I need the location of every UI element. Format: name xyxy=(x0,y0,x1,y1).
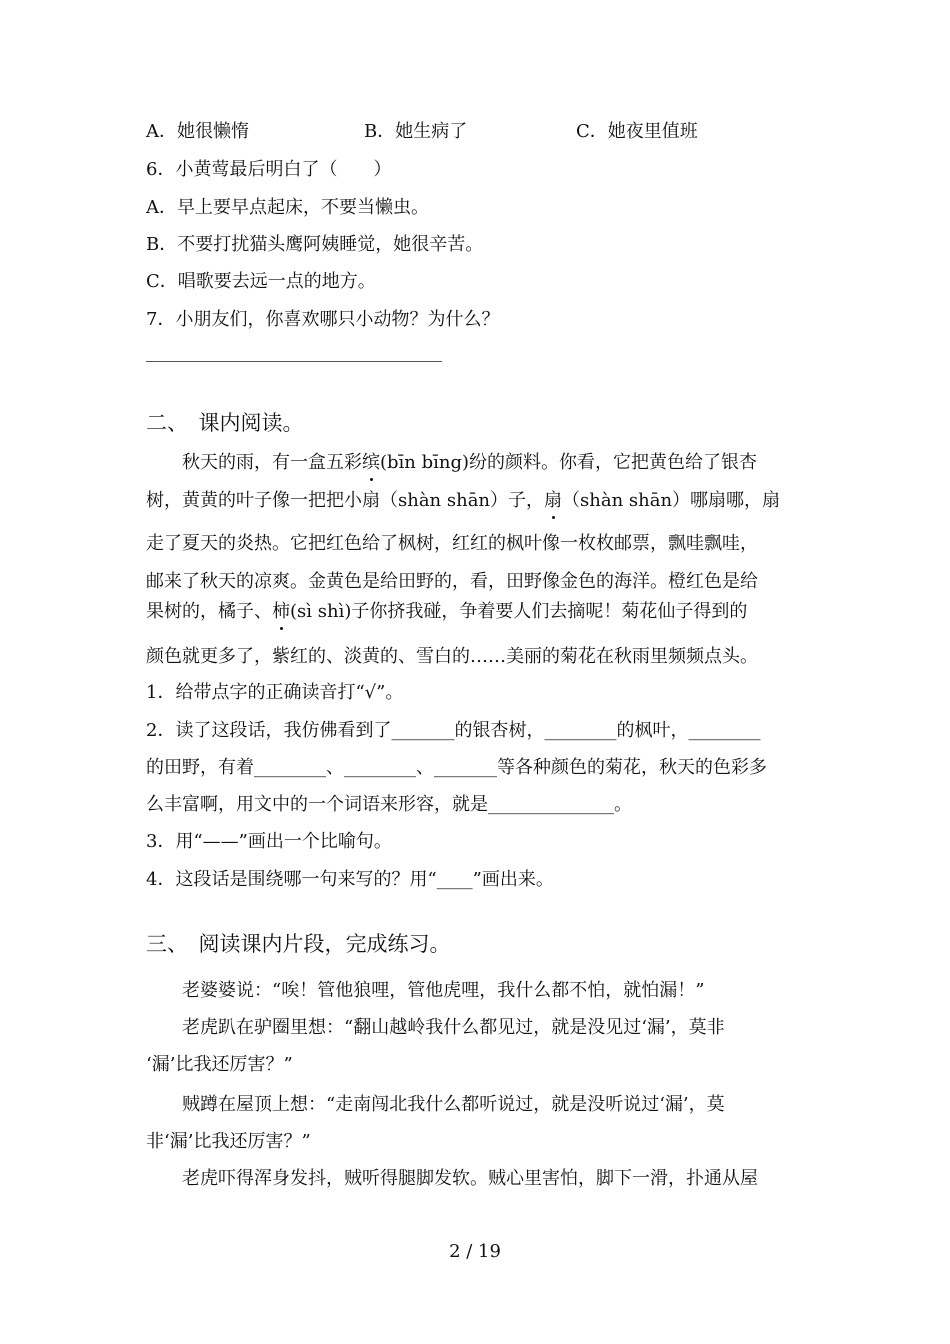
section2-paragraph-line-3: 走了夏天的炎热。它把红色给了枫树，红红的枫叶像一枚枚邮票，飘哇飘哇， xyxy=(146,533,758,554)
q5-option-c: C．她夜里值班 xyxy=(576,121,698,142)
section2-title: 二、 课内阅读。 xyxy=(146,411,304,435)
section2-paragraph-line-5 xyxy=(146,600,747,624)
page-number: 2 / 19 xyxy=(449,1241,501,1262)
section2-paragraph-line-6: 颜色就更多了，紫红的、淡黄的、雪白的……美丽的菊花在秋雨里频频点头。 xyxy=(146,646,758,667)
section2-q3: 3．用“——”画出一个比喻句。 xyxy=(146,831,392,852)
dotted-char: 缤 xyxy=(362,452,380,473)
section3-line-2: 老虎趴在驴圈里想：“翻山越岭我什么都见过，就是没见过‘漏’，莫非 xyxy=(146,1017,725,1038)
section2-paragraph-line-2 xyxy=(146,489,780,513)
text-span: (bīn bīng)纷的颜料。你看，它把黄色给了银杏 xyxy=(380,452,758,473)
section3-line-5: 非‘漏’比我还厉害？” xyxy=(146,1131,311,1152)
q7-question: 7．小朋友们，你喜欢哪只小动物？为什么？ xyxy=(146,309,500,330)
section2-q1: 1．给带点字的正确读音打“√”。 xyxy=(146,682,404,703)
q5-option-a: A．她很懒惰 xyxy=(146,121,249,142)
text-span: 秋天的雨，有一盒五彩 xyxy=(146,452,362,473)
section2-paragraph-line-4: 邮来了秋天的凉爽。金黄色是给田野的，看，田野像金色的海洋。橙红色是给 xyxy=(146,571,758,592)
section2-q4: 4．这段话是围绕哪一句来写的？用“____”画出来。 xyxy=(146,869,554,890)
section2-q2-line-1: 2．读了这段话，我仿佛看到了_______的银杏树，________的枫叶，________ xyxy=(146,720,761,741)
text-span: 果树的，橘子、 xyxy=(146,601,272,622)
dotted-char: 扇 xyxy=(544,490,563,511)
q6-option-a: A．早上要早点起床，不要当懒虫。 xyxy=(146,197,429,218)
q6-option-b: B．不要打扰猫头鹰阿姨睡觉，她很辛苦。 xyxy=(146,234,484,255)
q6-question: 6．小黄莺最后明白了（ ） xyxy=(146,159,392,180)
q6-option-c: C．唱歌要去远一点的地方。 xyxy=(146,271,376,292)
answer-line xyxy=(146,361,442,362)
section3-title: 三、 阅读课内片段，完成练习。 xyxy=(146,932,451,956)
text-span: 树，黄黄的叶子像一把把小扇（shàn shān）子， xyxy=(146,490,545,511)
section2-q2-line-3: 么丰富啊，用文中的一个词语来形容，就是______________。 xyxy=(146,794,632,815)
dotted-char: 柿 xyxy=(272,601,290,622)
section2-paragraph-line-1 xyxy=(146,451,757,475)
text-span: (sì shì)子你挤我碰，争着要人们去摘呢！菊花仙子得到的 xyxy=(290,601,748,622)
section3-line-1: 老婆婆说：“唉！管他狼哩，管他虎哩，我什么都不怕，就怕漏！” xyxy=(146,980,705,1001)
q5-option-b: B．她生病了 xyxy=(364,121,468,142)
section2-q2-line-2: 的田野，有着________、________、_______等各种颜色的菊花，秋天的色彩多 xyxy=(146,757,767,778)
section3-line-4: 贼蹲在屋顶上想：“走南闯北我什么都听说过，就是没听说过‘漏’，莫 xyxy=(146,1094,725,1115)
section3-line-6: 老虎吓得浑身发抖，贼听得腿脚发软。贼心里害怕，脚下一滑，扑通从屋 xyxy=(146,1168,758,1189)
text-span: （shàn shān）哪扇哪，扇 xyxy=(562,490,781,511)
section3-line-3: ‘漏’比我还厉害？” xyxy=(146,1054,293,1075)
